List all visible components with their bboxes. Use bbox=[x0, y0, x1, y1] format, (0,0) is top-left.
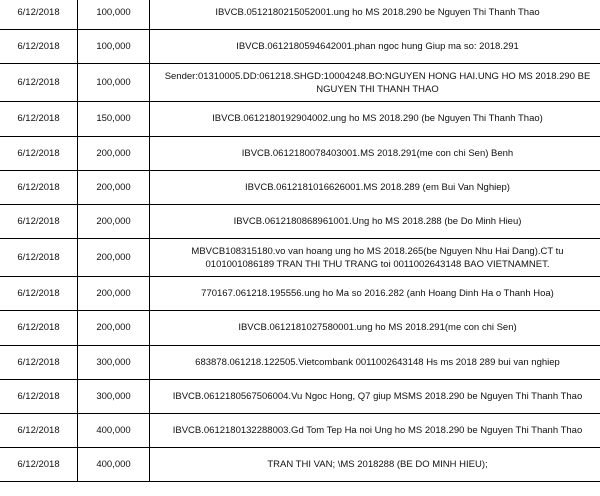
date-cell: 6/12/2018 bbox=[0, 277, 78, 311]
amount-cell: 400,000 bbox=[78, 448, 150, 482]
table-row bbox=[0, 30, 600, 64]
date-cell: 6/12/2018 bbox=[0, 64, 78, 102]
date-cell: 6/12/2018 bbox=[0, 345, 78, 379]
description-cell: IBVCB.0612180192904002.ung ho MS 2018.290 (be Nguyen Thi Thanh Thao) bbox=[150, 102, 600, 136]
table-row bbox=[0, 136, 600, 170]
description-cell: IBVCB.0512180215052001.ung ho MS 2018.290 be Nguyen Thi Thanh Thao bbox=[150, 0, 600, 30]
date-cell: 6/12/2018 bbox=[0, 136, 78, 170]
amount-cell: 200,000 bbox=[78, 311, 150, 345]
description-cell: IBVCB.0612180078403001.MS 2018.291(me con chi Sen) Benh bbox=[150, 136, 600, 170]
description-cell: IBVCB.0612180868961001.Ung ho MS 2018.288 (be Do Minh Hieu) bbox=[150, 204, 600, 238]
amount-cell: 300,000 bbox=[78, 345, 150, 379]
amount-cell: 200,000 bbox=[78, 136, 150, 170]
date-cell: 6/12/2018 bbox=[0, 0, 78, 30]
table-row bbox=[0, 170, 600, 204]
amount-cell: 100,000 bbox=[78, 64, 150, 102]
date-cell: 6/12/2018 bbox=[0, 170, 78, 204]
amount-cell: 100,000 bbox=[78, 0, 150, 30]
description-cell: IBVCB.0612180567506004.Vu Ngoc Hong, Q7 giup MSMS 2018.290 be Nguyen Thi Thanh Thao bbox=[150, 379, 600, 413]
table-row bbox=[0, 204, 600, 238]
description-cell: TRAN THI VAN; \MS 2018288 (BE DO MINH HIEU); bbox=[150, 448, 600, 482]
description-cell: IBVCB.0612181016626001.MS 2018.289 (em Bui Van Nghiep) bbox=[150, 170, 600, 204]
description-cell: IBVCB.0612180594642001.phan ngoc hung Giup ma so: 2018.291 bbox=[150, 30, 600, 64]
amount-cell: 150,000 bbox=[78, 102, 150, 136]
table-row bbox=[0, 345, 600, 379]
table-row bbox=[0, 311, 600, 345]
date-cell: 6/12/2018 bbox=[0, 239, 78, 277]
date-cell: 6/12/2018 bbox=[0, 311, 78, 345]
description-cell: IBVCB.0612181027580001.ung ho MS 2018.291(me con chi Sen) bbox=[150, 311, 600, 345]
date-cell: 6/12/2018 bbox=[0, 413, 78, 447]
amount-cell: 200,000 bbox=[78, 239, 150, 277]
date-cell: 6/12/2018 bbox=[0, 30, 78, 64]
date-cell: 6/12/2018 bbox=[0, 204, 78, 238]
description-cell: 770167.061218.195556.ung ho Ma so 2016.282 (anh Hoang Dinh Ha o Thanh Hoa) bbox=[150, 277, 600, 311]
table-row bbox=[0, 277, 600, 311]
amount-cell: 200,000 bbox=[78, 204, 150, 238]
table-row bbox=[0, 239, 600, 277]
table-row bbox=[0, 102, 600, 136]
description-cell: Sender:01310005.DD:061218.SHGD:10004248.BO:NGUYEN HONG HAI.UNG HO MS 2018.290 BE NGUYEN THI THANH THAO bbox=[150, 64, 600, 102]
date-cell: 6/12/2018 bbox=[0, 102, 78, 136]
table-row bbox=[0, 413, 600, 447]
amount-cell: 400,000 bbox=[78, 413, 150, 447]
description-cell: IBVCB.0612180132288003.Gd Tom Tep Ha noi Ung ho MS 2018.290 be Nguyen Thi Thanh Thao bbox=[150, 413, 600, 447]
table-row bbox=[0, 379, 600, 413]
description-cell: 683878.061218.122505.Vietcombank 0011002643148 Hs ms 2018 289 bui van nghiep bbox=[150, 345, 600, 379]
date-cell: 6/12/2018 bbox=[0, 379, 78, 413]
description-cell: MBVCB108315180.vo van hoang ung ho MS 2018.265(be Nguyen Nhu Hai Dang).CT tu 0101001086189 TRAN THI THU TRANG toi 0011002643148 BAO VIETNAMNET. bbox=[150, 239, 600, 277]
amount-cell: 200,000 bbox=[78, 170, 150, 204]
table-row bbox=[0, 448, 600, 482]
table-row bbox=[0, 64, 600, 102]
amount-cell: 200,000 bbox=[78, 277, 150, 311]
amount-cell: 100,000 bbox=[78, 30, 150, 64]
date-cell: 6/12/2018 bbox=[0, 448, 78, 482]
table-row bbox=[0, 0, 600, 30]
amount-cell: 300,000 bbox=[78, 379, 150, 413]
